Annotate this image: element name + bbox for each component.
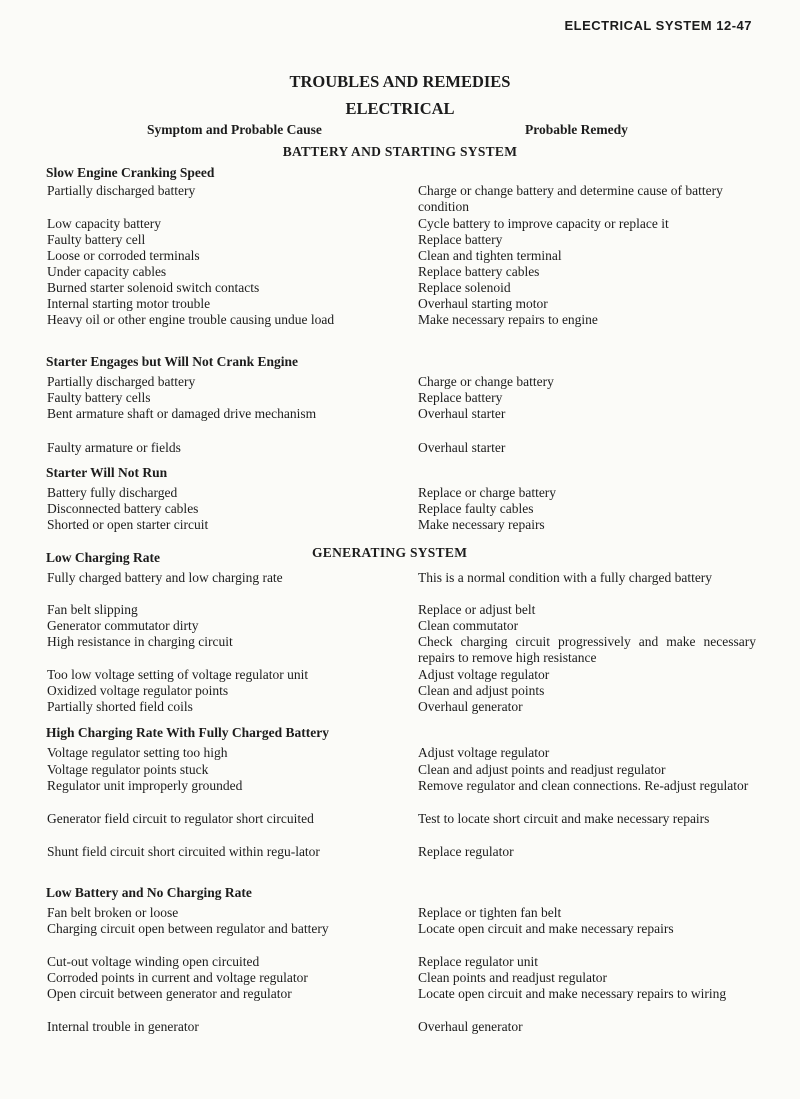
remedy-cell: Charge or change battery and determine cause of battery condition <box>418 183 723 215</box>
remedy-cell: Locate open circuit and make necessary repairs to wiring <box>418 986 727 1001</box>
remedy-cell: Overhaul starter <box>418 440 506 455</box>
remedy-cell: Cycle battery to improve capacity or replace it <box>418 216 669 231</box>
symptom-cell: Bent armature shaft or damaged drive mechanism <box>47 406 317 421</box>
remedy-cell: Replace faulty cables <box>418 501 534 516</box>
page-title: TROUBLES AND REMEDIES <box>289 72 511 91</box>
group-title: Low Charging Rate <box>46 550 160 565</box>
remedy-cell: Check charging circuit progressively and make necessary repairs to remove high resistance <box>418 634 756 666</box>
symptom-cell: Faulty battery cell <box>47 232 146 247</box>
symptom-cell: Oxidized voltage regulator points <box>47 683 229 698</box>
column-header-symptom: Symptom and Probable Cause <box>147 122 322 137</box>
page-subtitle: ELECTRICAL <box>345 99 455 118</box>
symptom-cell: Low capacity battery <box>47 216 161 231</box>
remedy-cell: Overhaul generator <box>418 699 523 714</box>
symptom-cell: Regulator unit improperly grounded <box>47 778 243 793</box>
symptom-cell: Partially shorted field coils <box>47 699 193 714</box>
remedy-cell: Replace solenoid <box>418 280 511 295</box>
remedy-cell: Overhaul starting motor <box>418 296 548 311</box>
symptom-cell: Shunt field circuit short circuited within regu-lator <box>47 844 320 859</box>
remedy-cell: Replace battery cables <box>418 264 540 279</box>
remedy-cell: Test to locate short circuit and make necessary repairs <box>418 811 710 826</box>
symptom-cell: Internal starting motor trouble <box>47 296 211 311</box>
remedy-cell: Clean points and readjust regulator <box>418 970 607 985</box>
symptom-cell: Fan belt broken or loose <box>47 905 179 920</box>
symptom-cell: Disconnected battery cables <box>47 501 199 516</box>
symptom-cell: Voltage regulator points stuck <box>47 762 209 777</box>
group-title: Low Battery and No Charging Rate <box>46 885 252 900</box>
remedy-cell: Replace battery <box>418 232 503 247</box>
remedy-cell: Charge or change battery <box>418 374 554 389</box>
remedy-cell: Make necessary repairs <box>418 517 545 532</box>
symptom-cell: Too low voltage setting of voltage regulator unit <box>47 667 309 682</box>
symptom-cell: Generator field circuit to regulator short circuited <box>47 811 314 826</box>
remedy-cell: Remove regulator and clean connections. Re-adjust regulator <box>418 778 749 793</box>
symptom-cell: Loose or corroded terminals <box>47 248 200 263</box>
symptom-cell: Fan belt slipping <box>47 602 138 617</box>
remedy-cell: Replace or tighten fan belt <box>418 905 562 920</box>
remedy-cell: Clean commutator <box>418 618 519 633</box>
symptom-cell: Charging circuit open between regulator and battery <box>47 921 329 936</box>
remedy-cell: Overhaul starter <box>418 406 506 421</box>
remedy-cell: Replace battery <box>418 390 503 405</box>
symptom-cell: Shorted or open starter circuit <box>47 517 209 532</box>
remedy-cell: Replace or charge battery <box>418 485 557 500</box>
remedy-cell: Overhaul generator <box>418 1019 523 1034</box>
remedy-cell: This is a normal condition with a fully charged battery <box>418 570 713 585</box>
remedy-cell: Replace regulator unit <box>418 954 538 969</box>
group-title: Starter Engages but Will Not Crank Engine <box>46 354 299 369</box>
remedy-cell: Clean and tighten terminal <box>418 248 562 263</box>
symptom-cell: Battery fully discharged <box>47 485 178 500</box>
symptom-cell: High resistance in charging circuit <box>47 634 233 649</box>
symptom-cell: Cut-out voltage winding open circuited <box>47 954 260 969</box>
group-title: Starter Will Not Run <box>46 465 168 480</box>
remedy-cell: Clean and adjust points and readjust regulator <box>418 762 666 777</box>
symptom-cell: Faulty battery cells <box>47 390 151 405</box>
symptom-cell: Fully charged battery and low charging rate <box>47 570 283 585</box>
symptom-cell: Generator commutator dirty <box>47 618 199 633</box>
symptom-cell: Faulty armature or fields <box>47 440 181 455</box>
remedy-cell: Replace or adjust belt <box>418 602 536 617</box>
column-header-remedy: Probable Remedy <box>525 122 628 137</box>
symptom-cell: Corroded points in current and voltage regulator <box>47 970 308 985</box>
symptom-cell: Partially discharged battery <box>47 183 196 198</box>
symptom-cell: Open circuit between generator and regulator <box>47 986 292 1001</box>
symptom-cell: Internal trouble in generator <box>47 1019 199 1034</box>
remedy-cell: Clean and adjust points <box>418 683 545 698</box>
remedy-cell: Replace regulator <box>418 844 514 859</box>
group-title: Slow Engine Cranking Speed <box>46 165 215 180</box>
group-title: High Charging Rate With Fully Charged Battery <box>46 725 330 740</box>
section-heading-battery-starting: BATTERY AND STARTING SYSTEM <box>282 144 518 159</box>
symptom-cell: Under capacity cables <box>47 264 167 279</box>
symptom-cell: Partially discharged battery <box>47 374 196 389</box>
remedy-cell: Make necessary repairs to engine <box>418 312 598 327</box>
section-heading-generating: GENERATING SYSTEM <box>312 545 468 560</box>
remedy-cell: Locate open circuit and make necessary repairs <box>418 921 674 936</box>
running-head: ELECTRICAL SYSTEM 12-47 <box>564 18 752 33</box>
symptom-cell: Voltage regulator setting too high <box>47 745 228 760</box>
symptom-cell: Burned starter solenoid switch contacts <box>47 280 260 295</box>
remedy-cell: Adjust voltage regulator <box>418 745 550 760</box>
symptom-cell: Heavy oil or other engine trouble causing undue load <box>47 312 335 327</box>
remedy-cell: Adjust voltage regulator <box>418 667 550 682</box>
